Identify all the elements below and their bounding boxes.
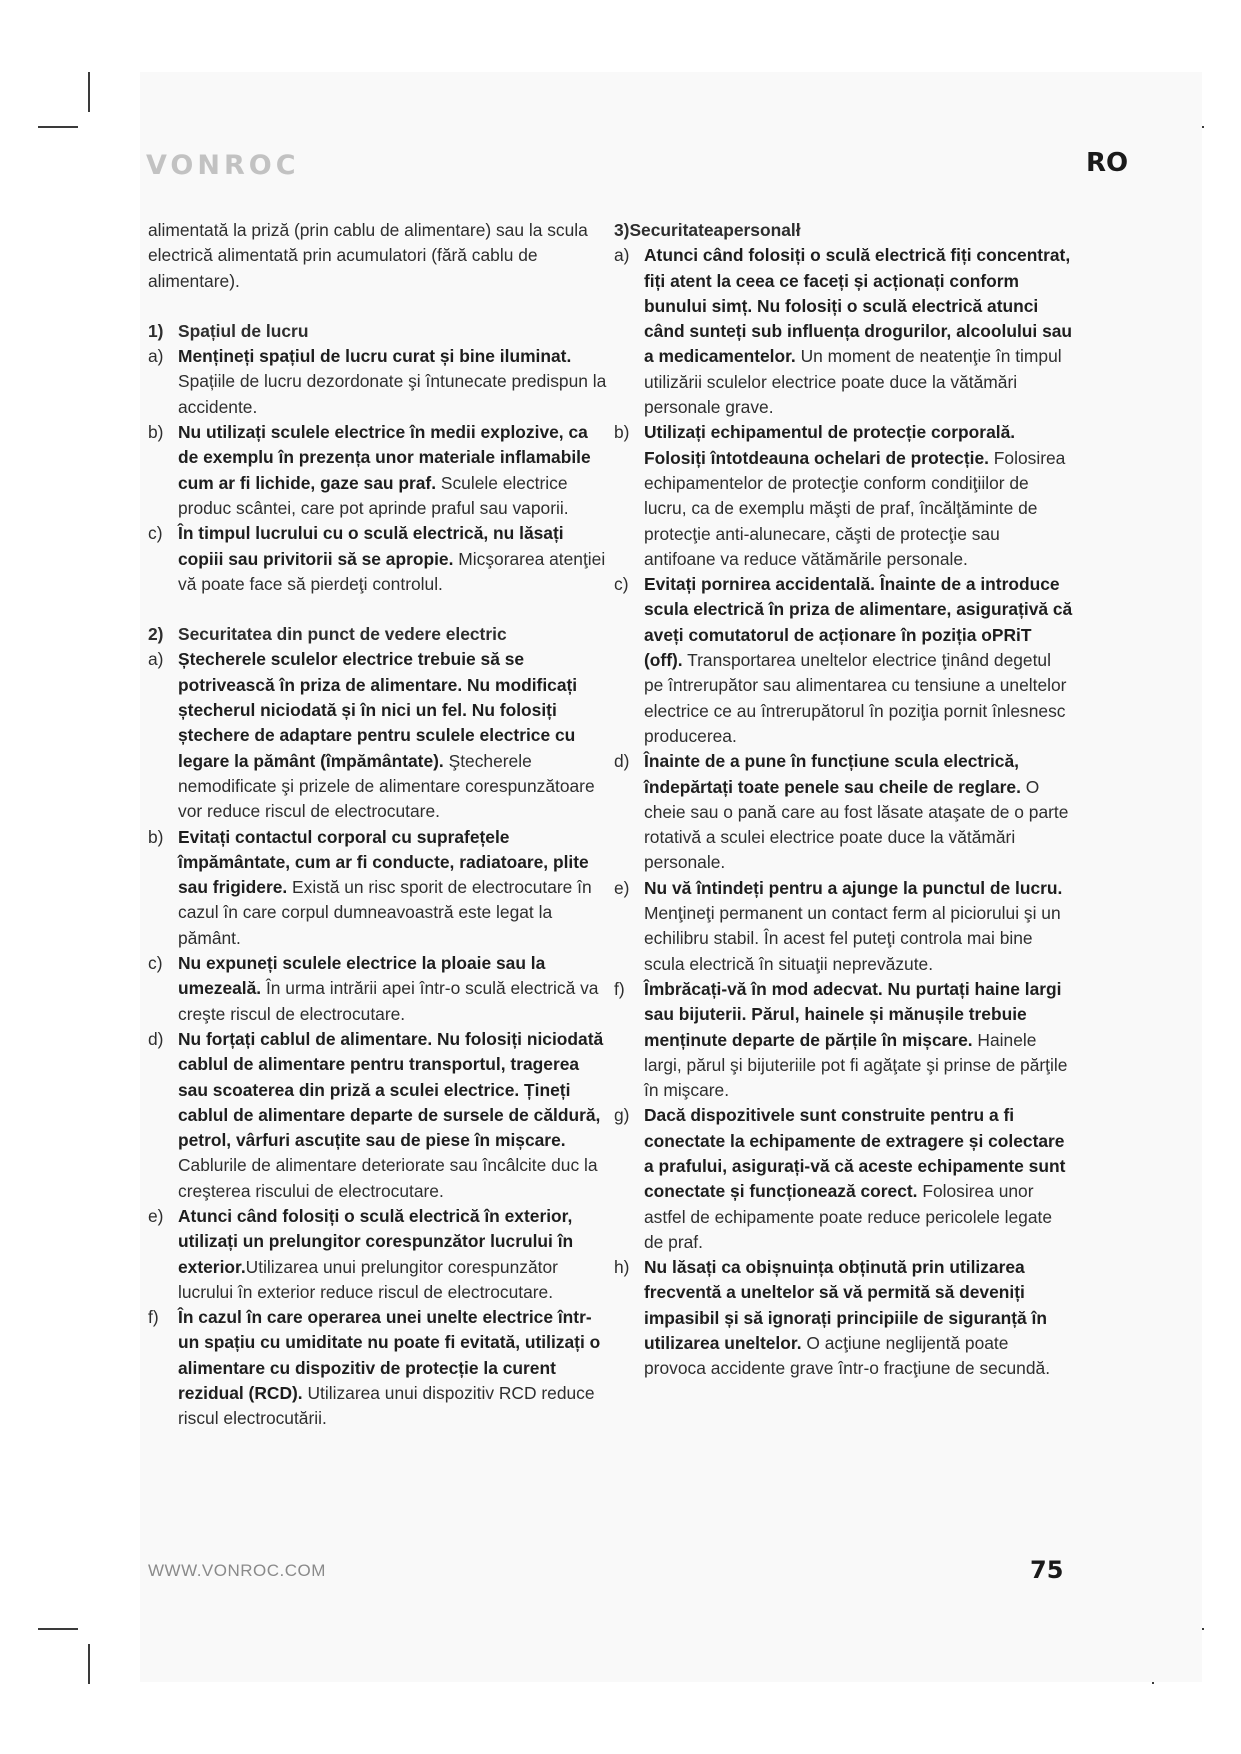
intro-text: alimentată la priză (prin cablu de alimentare) sau la scula electrică alimentată prin acumulatori (fără cablu de alimentare). bbox=[148, 220, 588, 291]
list-item bbox=[148, 951, 610, 1027]
section-number: 2) bbox=[148, 624, 164, 645]
item-bold: Evitați pornirea accidentală. Înainte de a introduce scula electrică în priza de alimentare, asigurațivă că aveți comutatorul de acționare în poziția oPRiT (off). bbox=[644, 574, 1073, 671]
item-letter: b) bbox=[614, 422, 630, 443]
language-code: RO bbox=[1086, 148, 1129, 178]
item-letter: a) bbox=[148, 649, 164, 670]
item-text: Folosirea unor astfel de echipamente poate reduce pericolele legate de praf. bbox=[644, 1181, 1052, 1252]
left-column bbox=[148, 218, 610, 1432]
list-item bbox=[148, 825, 610, 951]
item-text: Spațiile de lucru dezordonate şi întunecate predispun la accidente. bbox=[178, 371, 607, 417]
item-letter: c) bbox=[148, 523, 163, 544]
list-item bbox=[614, 749, 1074, 875]
item-bold: Evitați contactul corporal cu suprafețele împământate, cum ar fi conducte, radiatoare, plite sau frigidere. bbox=[178, 826, 589, 898]
list-item bbox=[148, 344, 610, 420]
item-letter: c) bbox=[148, 953, 163, 974]
list-item bbox=[148, 1027, 610, 1204]
section-number: 1) bbox=[148, 320, 164, 341]
item-text: Micşorarea atenţiei vă poate face să pierdeţi controlul. bbox=[178, 548, 606, 594]
list-item bbox=[614, 572, 1074, 749]
list-item bbox=[148, 647, 610, 824]
item-text: O cheie sau o pană care au fost lăsate ataşate de o parte rotativă a sculei electrice poate duce la vătămări personale. bbox=[644, 776, 1069, 873]
crop-mark bbox=[88, 72, 90, 112]
item-text: Sculele electrice produc scântei, care pot aprinde praful sau vaporii. bbox=[178, 472, 569, 518]
item-letter: a) bbox=[614, 245, 630, 266]
section-heading bbox=[148, 622, 610, 647]
item-bold: Utilizați echipamentul de protecție corporală. Folosiți întotdeauna ochelari de protecție. bbox=[644, 422, 1016, 468]
item-letter: d) bbox=[614, 751, 630, 772]
item-text: În urma intrării apei într-o sculă electrică va creşte riscul de electrocutare. bbox=[178, 978, 599, 1024]
item-bold: Atunci când folosiți o sculă electrică fiți concentrat, fiți atent la ceea ce faceți și acționați conform bunului simț. Nu folosiți o sculă electrică atunci când sunteți sub influența drogurilor, alcoolului sau a medicamentelor. bbox=[644, 245, 1073, 367]
crop-mark bbox=[88, 1644, 90, 1684]
item-text: Folosirea echipamentelor de protecţie conform condiţiilor de lucru, ca de exemplu măşti de praf, încălţăminte de protecţie anti-alunecare, căşti de protecţie sau antifoane va reduce vătămările personale. bbox=[644, 447, 1066, 569]
item-bold: Nu lăsați ca obișnuința obținută prin utilizarea frecventă a uneltelor să vă permită să deveniți impasibil și să ignorați principiile de siguranță în utilizarea uneltelor. bbox=[644, 1257, 1047, 1354]
item-text: Există un risc sporit de electrocutare în cazul în care corpul dumneavoastră este legat la pământ. bbox=[178, 877, 592, 948]
item-bold: Nu utilizați sculele electrice în medii explozive, ca de exemplu în prezența unor materiale inflamabile cum ar fi lichide, gaze sau praf. bbox=[178, 422, 591, 493]
list-item bbox=[614, 1103, 1074, 1255]
list-item bbox=[614, 420, 1074, 572]
section-title: Spațiul de lucru bbox=[178, 320, 309, 341]
item-bold: Ștecherele sculelor electrice trebuie să se potrivească în priza de alimentare. Nu modificați ștecherul niciodată și în nici un fel. Nu folosiți ștechere de adaptare pentru sculele electrice cu legare la pământ (împământate). bbox=[178, 649, 578, 771]
item-bold: În cazul în care operarea unei unelte electrice într-un spațiu cu umiditate nu poate fi evitată, utilizați o alimentare cu dispozitiv de protecție la curent rezidual (RCD). bbox=[178, 1307, 601, 1404]
list-item bbox=[614, 1255, 1074, 1381]
item-letter: e) bbox=[148, 1205, 164, 1226]
item-letter: c) bbox=[614, 574, 629, 595]
item-letter: e) bbox=[614, 877, 630, 898]
item-text: Hainele largi, părul şi bijuteriile pot fi agăţate şi prinse de părţile în mişcare. bbox=[644, 1029, 1068, 1101]
item-bold: Mențineți spațiul de lucru curat și bine iluminat. bbox=[178, 346, 572, 367]
item-letter: f) bbox=[148, 1307, 159, 1328]
list-item bbox=[148, 521, 610, 597]
crop-mark bbox=[38, 1628, 78, 1630]
item-bold: Nu forțați cablul de alimentare. Nu folosiți niciodată cablul de alimentare pentru transportul, tragerea sau scoaterea din priză a sculei electrice. Țineți cablul de alimentare departe de sursele de căldură, petrol, vârfuri ascuțite sau de piese în mișcare. bbox=[178, 1028, 604, 1151]
item-bold: Nu expuneți sculele electrice la ploaie sau la umezeală. bbox=[178, 953, 546, 999]
item-text: Transportarea uneltelor electrice ţinând degetul pe întrerupător sau alimentarea cu tensiune a uneltelor electrice ce au întrerupătorul în poziţia pornit înlesnesc producerea. bbox=[644, 650, 1067, 746]
item-text: Cablurile de alimentare deteriorate sau încâlcite duc la creşterea riscului de electrocutare. bbox=[178, 1155, 598, 1201]
item-text: Menţineţi permanent un contact ferm al piciorului şi un echilibru stabil. În acest fel puteţi controla mai bine scula electrică în situaţii neprevăzute. bbox=[644, 903, 1061, 974]
item-text: Un moment de neatenţie în timpul utilizării sculelor electrice poate duce la vătămări personale grave. bbox=[644, 346, 1062, 418]
list-item bbox=[148, 1305, 610, 1431]
list-item bbox=[148, 1204, 610, 1305]
website-url[interactable]: WWW.VONROC.COM bbox=[148, 1561, 326, 1580]
item-bold: Dacă dispozitivele sunt construite pentru a fi conectate la echipamente de extragere și colectare a prafului, asigurați-vă că aceste echipamente sunt conectate și funcționează corect. bbox=[644, 1105, 1066, 1202]
section-title: Securitatea din punct de vedere electric bbox=[178, 624, 507, 645]
section-heading bbox=[148, 319, 610, 344]
item-letter: b) bbox=[148, 826, 164, 847]
item-letter: d) bbox=[148, 1028, 164, 1049]
page-number: 75 bbox=[1030, 1556, 1064, 1584]
right-column bbox=[614, 218, 1074, 1382]
brand-logo: VONROC bbox=[146, 150, 300, 181]
item-bold: În timpul lucrului cu o sculă electrică, nu lăsați copiii sau privitorii să se apropie. bbox=[178, 523, 564, 569]
item-bold: Atunci când folosiți o sculă electrică în exterior, utilizați un prelungitor corespunzător lucrului în exterior. bbox=[178, 1205, 574, 1277]
list-item bbox=[148, 420, 610, 521]
item-letter: b) bbox=[148, 422, 164, 443]
item-text: Utilizarea unui prelungitor corespunzător lucrului în exterior reduce riscul de electrocutare. bbox=[178, 1256, 558, 1302]
item-text: O acţiune neglijentă poate provoca accidente grave într-o fracţiune de secundă. bbox=[644, 1333, 1051, 1379]
item-text: Utilizarea unui dispozitiv RCD reduce riscul electrocutării. bbox=[178, 1383, 595, 1429]
item-letter: g) bbox=[614, 1105, 630, 1126]
section-title: 3)Securitateapersonalł bbox=[614, 220, 801, 240]
crop-mark bbox=[38, 126, 78, 128]
item-letter: a) bbox=[148, 346, 164, 367]
item-letter: h) bbox=[614, 1257, 630, 1278]
item-letter: f) bbox=[614, 978, 625, 999]
item-bold: Îmbrăcați-vă în mod adecvat. Nu purtați haine largi sau bijuterii. Părul, hainele și mănușile trebuie menținute departe de părțile în mișcare. bbox=[644, 978, 1062, 1050]
list-item bbox=[614, 243, 1074, 420]
item-bold: Nu vă întindeți pentru a ajunge la punctul de lucru. bbox=[644, 877, 1063, 898]
item-bold: Înainte de a pune în funcțiune scula electrică, îndepărtați toate penele sau cheile de reglare. bbox=[644, 751, 1021, 797]
list-item bbox=[614, 876, 1074, 977]
item-text: Ştecherele nemodificate şi prizele de alimentare corespunzătoare vor reduce riscul de electrocutare. bbox=[178, 750, 595, 822]
list-item bbox=[614, 977, 1074, 1103]
